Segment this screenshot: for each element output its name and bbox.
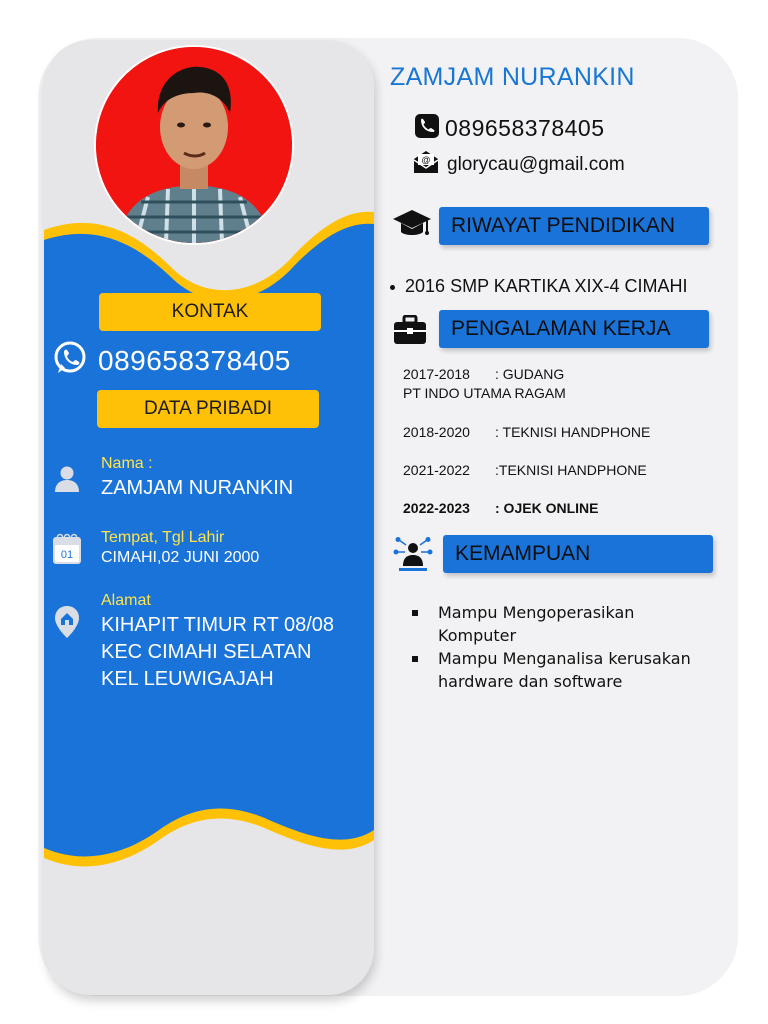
- calendar-day: 01: [60, 549, 74, 561]
- profile-photo: [94, 45, 294, 245]
- nama-value: ZAMJAM NURANKIN: [101, 477, 294, 499]
- nama-label: Nama :: [101, 455, 153, 472]
- alamat-value: [101, 612, 371, 693]
- alamat-label: Alamat: [101, 592, 151, 609]
- job-desc: : TEKNISI HANDPHONE: [495, 424, 651, 440]
- resume-name: ZAMJAM NURANKIN: [390, 63, 635, 91]
- kontak-heading: KONTAK: [99, 293, 321, 331]
- data-pribadi-heading: DATA PRIBADI: [97, 390, 319, 428]
- graduation-cap-icon: [392, 206, 432, 242]
- contact-phone-row: [415, 114, 605, 143]
- whatsapp-icon: [52, 340, 88, 381]
- job-item: [403, 366, 564, 382]
- kemampuan-heading: KEMAMPUAN: [443, 535, 713, 573]
- skills-network-icon: [393, 535, 433, 575]
- job-item: [403, 500, 598, 516]
- education-school: SMP KARTIKA XIX-4 CIMAHI: [450, 276, 688, 296]
- ttl-label: Tempat, Tgl Lahir: [101, 529, 225, 546]
- pengalaman-heading: PENGALAMAN KERJA: [439, 310, 709, 348]
- alamat-line: KEL LEUWIGAJAH: [101, 668, 274, 690]
- alamat-line: KIHAPIT TIMUR RT 08/08: [101, 614, 335, 636]
- briefcase-icon: [392, 312, 428, 348]
- user-icon: [50, 462, 84, 496]
- calendar-icon: [50, 532, 84, 566]
- job-years: 2017-2018: [403, 366, 470, 382]
- svg-text:@: @: [421, 155, 431, 165]
- job-desc: :TEKNISI HANDPHONE: [495, 462, 647, 478]
- job-item: [403, 462, 647, 478]
- ttl-value: CIMAHI,02 JUNI 2000: [101, 549, 260, 566]
- bullet: [390, 285, 395, 290]
- job-company: PT INDO UTAMA RAGAM: [403, 385, 566, 401]
- education-year: 2016: [405, 276, 446, 296]
- job-years: 2021-2022: [403, 462, 470, 478]
- contact-email-row: [413, 150, 625, 179]
- contact-phone-number[interactable]: 089658378405: [445, 115, 605, 141]
- phone-icon: [415, 114, 439, 143]
- alamat-line: KEC CIMAHI SELATAN: [101, 641, 312, 663]
- left-phone-row: [52, 340, 291, 381]
- education-item: [390, 276, 687, 297]
- left-panel: [44, 40, 374, 995]
- location-home-icon: [50, 605, 84, 639]
- contact-email[interactable]: glorycau@gmail.com: [447, 153, 625, 175]
- job-item: [403, 424, 650, 440]
- left-phone-number[interactable]: 089658378405: [98, 344, 291, 376]
- job-years: 2018-2020: [403, 424, 470, 440]
- skill-item: Mampu Mengoperasikan Komputer: [412, 601, 712, 647]
- pendidikan-heading: RIWAYAT PENDIDIKAN: [439, 207, 709, 245]
- skills-list: [412, 601, 712, 693]
- skill-item: Mampu Menganalisa kerusakan hardware dan software: [412, 647, 712, 693]
- job-years: 2022-2023: [403, 500, 470, 516]
- job-desc: : OJEK ONLINE: [495, 500, 599, 516]
- mail-icon: [413, 150, 439, 179]
- job-desc: : GUDANG: [495, 366, 565, 382]
